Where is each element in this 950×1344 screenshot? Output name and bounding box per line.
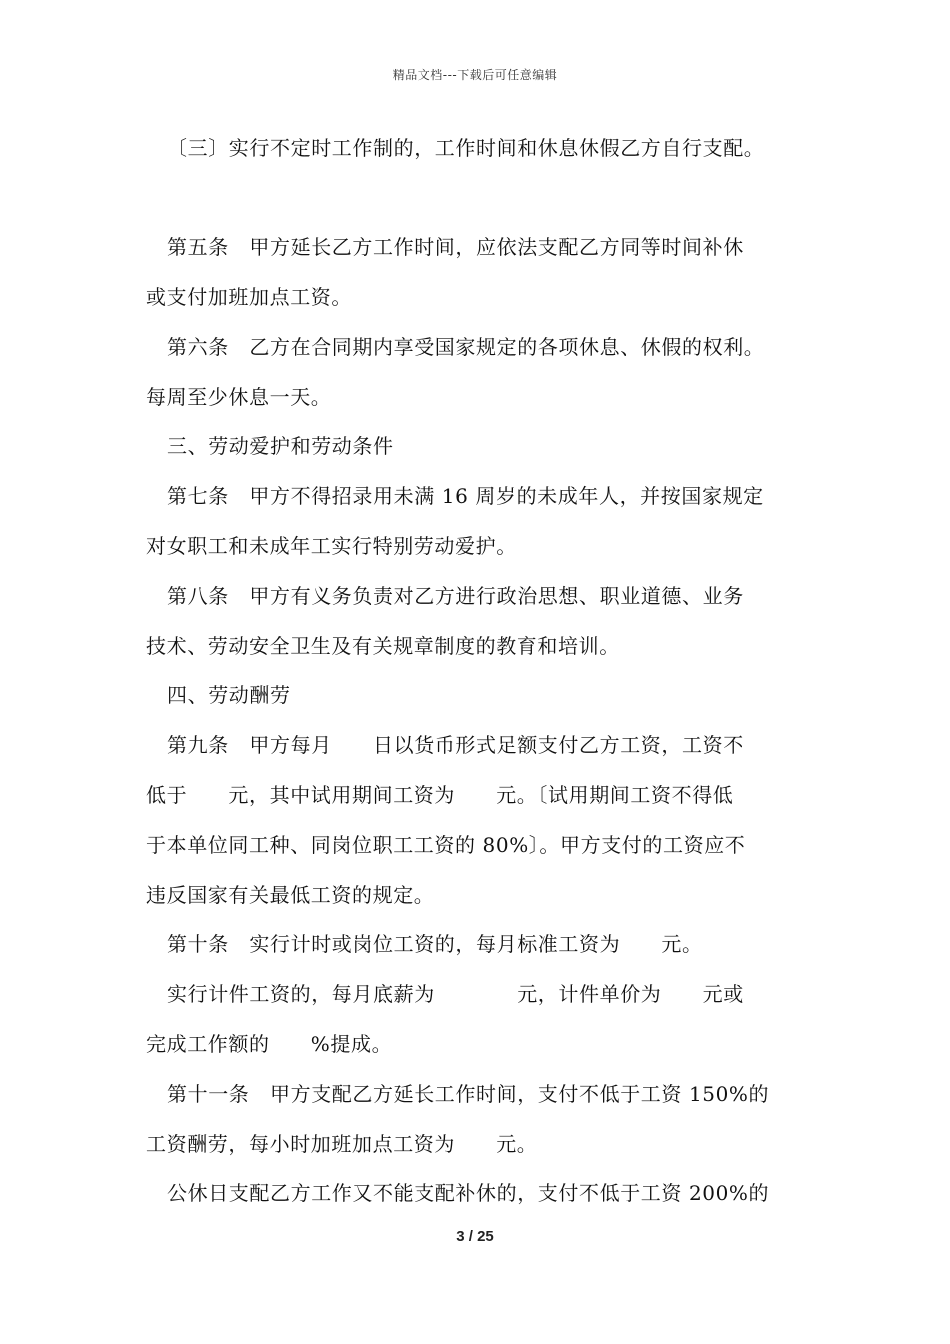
text-line: 第十一条 甲方支配乙方延长工作时间，支付不低于工资 150%的 <box>167 1082 770 1106</box>
text-line: 对女职工和未成年工实行特别劳动爱护。 <box>146 534 517 558</box>
text-line: 第八条 甲方有义务负责对乙方进行政治思想、职业道德、业务 <box>167 584 744 608</box>
text-line: 或支付加班加点工资。 <box>146 285 352 309</box>
text-line: 第七条 甲方不得招录用未满 16 周岁的未成年人，并按国家规定 <box>167 484 764 508</box>
page-number: 3 / 25 <box>456 1228 494 1245</box>
text-line: 实行计件工资的，每月底薪为 元，计件单价为 元或 <box>167 982 744 1006</box>
text-line: 完成工作额的 %提成。 <box>146 1032 393 1056</box>
text-line: 违反国家有关最低工资的规定。 <box>146 883 435 907</box>
text-line: 工资酬劳，每小时加班加点工资为 元。 <box>146 1132 538 1156</box>
text-line: 第六条 乙方在合同期内享受国家规定的各项休息、休假的权利。 <box>167 335 765 359</box>
text-line: 公休日支配乙方工作又不能支配补休的，支付不低于工资 200%的 <box>167 1181 770 1205</box>
text-line: 第九条 甲方每月 日以货币形式足额支付乙方工资，工资不 <box>167 733 744 757</box>
text-line: 〔三〕实行不定时工作制的，工作时间和休息休假乙方自行支配。 <box>167 136 765 160</box>
text-line: 第十条 实行计时或岗位工资的，每月标准工资为 元。 <box>167 932 703 956</box>
text-line: 每周至少休息一天。 <box>146 385 332 409</box>
text-line: 低于 元，其中试用期间工资为 元。〔试用期间工资不得低 <box>146 783 734 807</box>
page-header: 精品文档---下载后可任意编辑 <box>392 68 558 82</box>
text-line: 于本单位同工种、同岗位职工工资的 80%〕。甲方支付的工资应不 <box>146 833 746 857</box>
text-line: 技术、劳动安全卫生及有关规章制度的教育和培训。 <box>146 634 620 658</box>
section-heading: 四、劳动酬劳 <box>167 683 291 707</box>
section-heading: 三、劳动爱护和劳动条件 <box>167 434 394 458</box>
text-line: 第五条 甲方延长乙方工作时间，应依法支配乙方同等时间补休 <box>167 235 744 259</box>
